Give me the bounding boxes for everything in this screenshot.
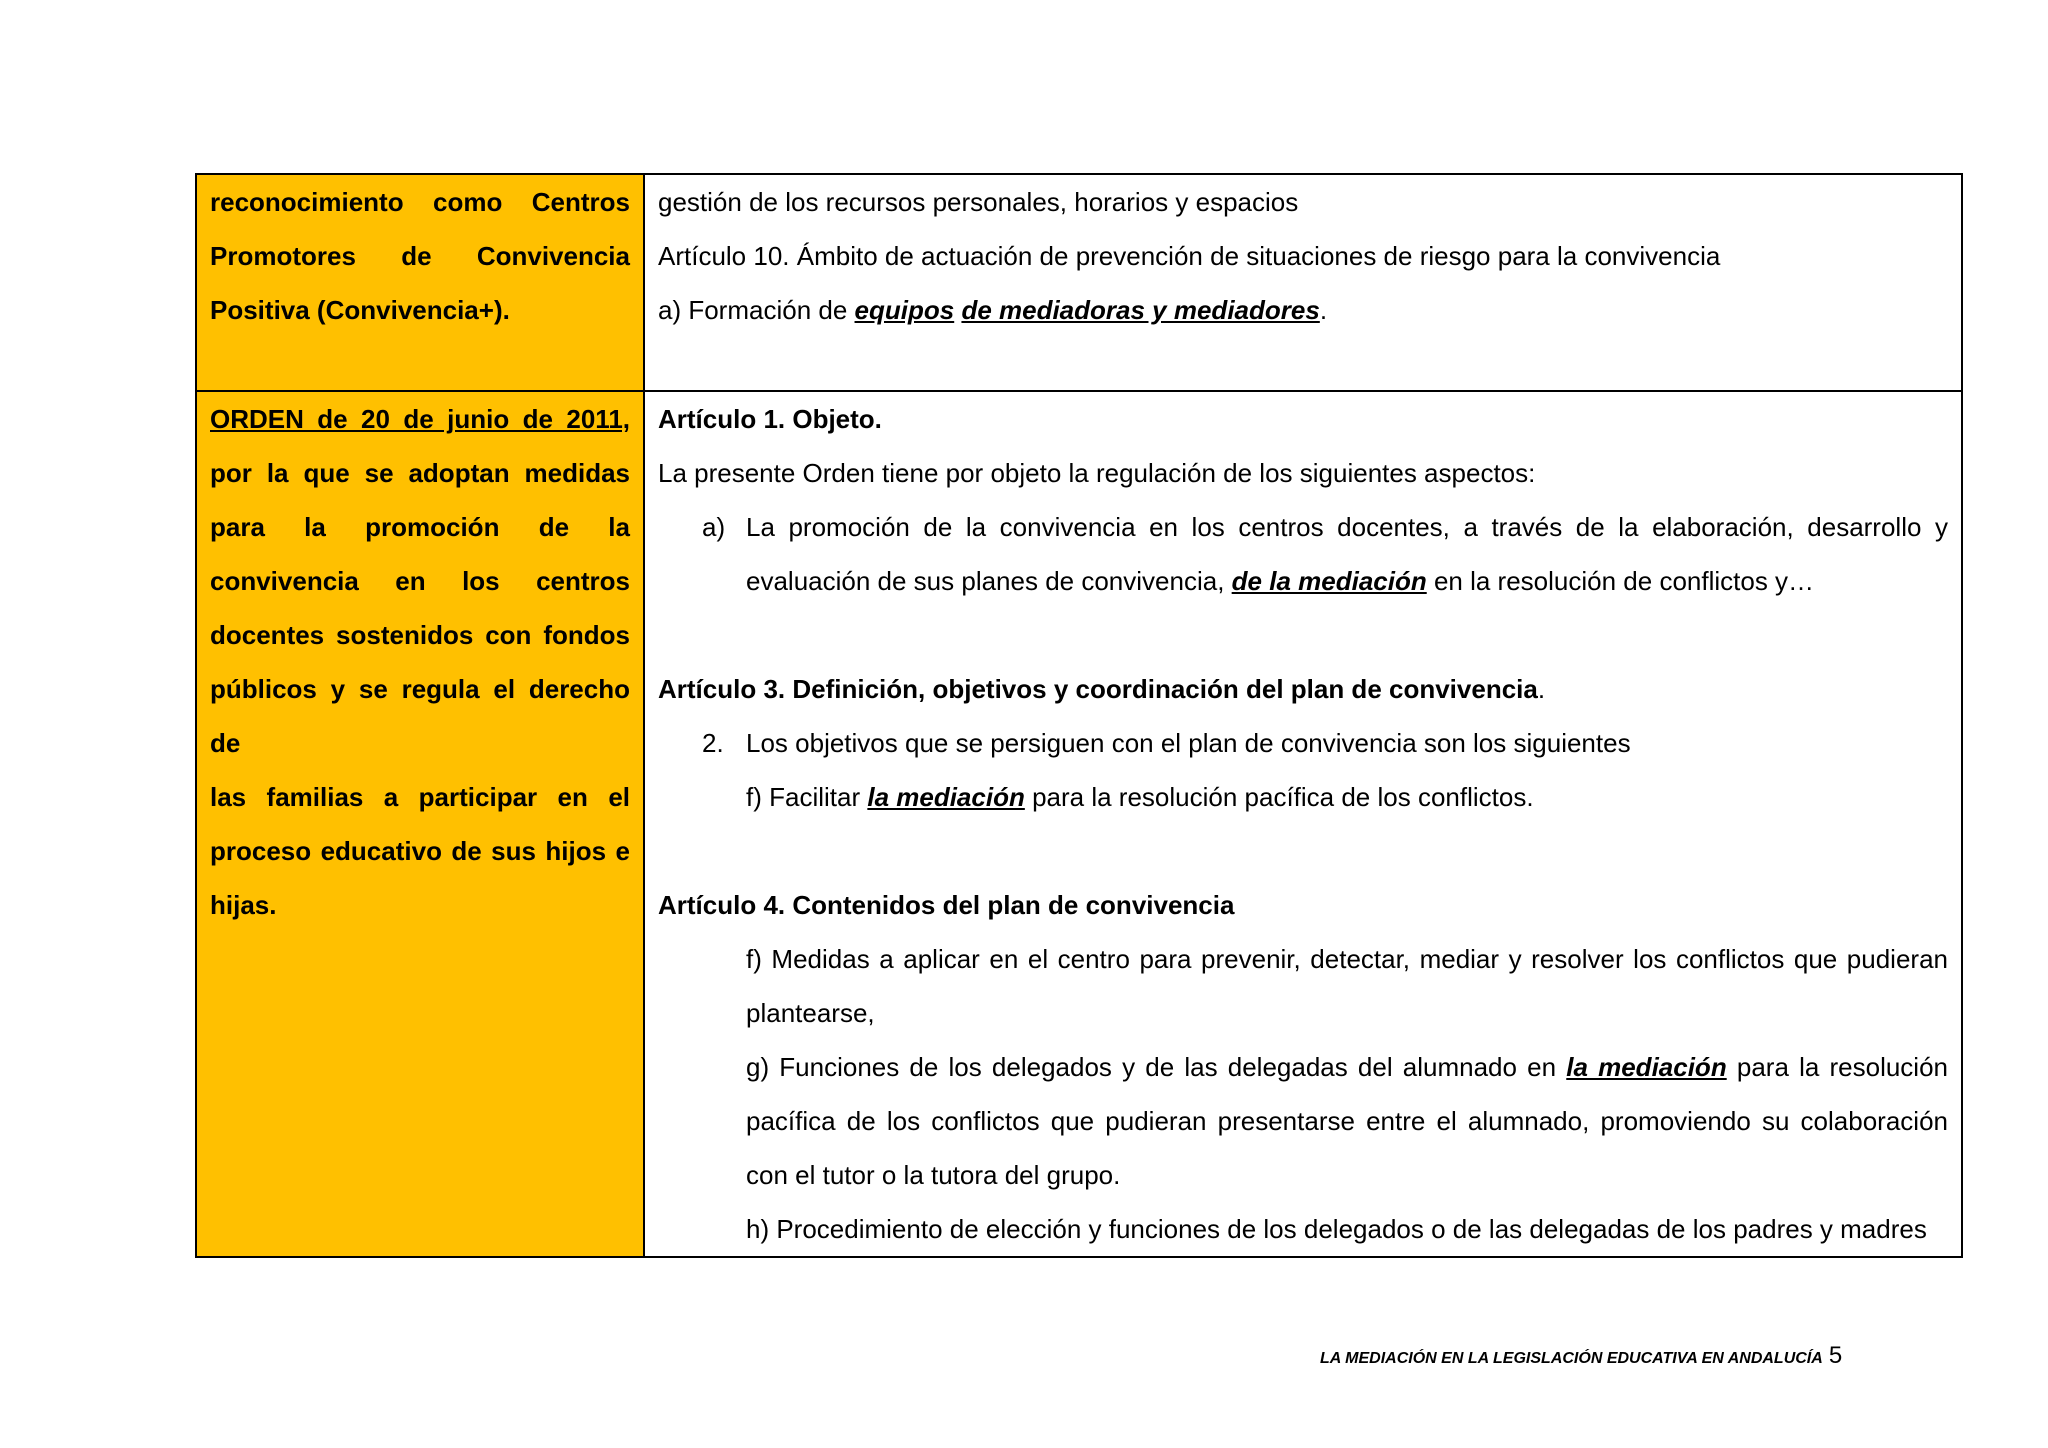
article-heading: Artículo 4. Contenidos del plan de convivencia — [658, 890, 1235, 920]
list-marker: 2. — [702, 728, 724, 758]
law-title-line: reconocimiento como Centros — [210, 187, 630, 217]
text-span: a) Formación de — [658, 295, 855, 325]
law-title-line: las familias a participar en el — [210, 782, 630, 812]
content-paragraph: La presente Orden tiene por objeto la regulación de los siguientes aspectos: — [658, 458, 1536, 488]
text-span: . — [1319, 295, 1328, 325]
sub-item: f) Medidas a aplicar en el centro para prevenir, detectar, mediar y resolver los conflictos que pudieran plantearse, — [746, 944, 1948, 1028]
law-title-line: ORDEN de 20 de junio de 2011, — [210, 404, 630, 434]
text-span: para la resolución pacífica de los conflictos que pudieran presentarse entre el alumnado, promoviendo su colaboración con el tutor o la tutora del grupo. — [746, 1052, 1949, 1190]
law-title-line: docentes sostenidos con fondos — [210, 620, 630, 650]
footer-title: LA MEDIACIÓN EN LA LEGISLACIÓN EDUCATIVA EN ANDALUCÍA — [1320, 1350, 1823, 1367]
page-footer — [1320, 1342, 1842, 1370]
spacer — [658, 608, 1948, 662]
law-title-line: por la que se adoptan medidas — [210, 458, 630, 488]
article-heading — [658, 662, 1948, 716]
highlighted-term: la mediación — [1566, 1052, 1727, 1082]
law-title-line: para la promoción de la — [210, 512, 630, 542]
legislation-table — [195, 173, 1963, 1258]
law-content-cell — [644, 391, 1962, 1257]
law-title-line: públicos y se regula el derecho de — [210, 674, 630, 758]
text-span: . — [1537, 674, 1546, 704]
page-number: 5 — [1828, 1342, 1843, 1369]
law-title-cell — [196, 174, 644, 391]
law-content-cell — [644, 174, 1962, 391]
law-title-cell — [196, 391, 644, 1257]
law-title-line: convivencia en los centros — [210, 566, 630, 596]
highlighted-term: la mediación — [867, 782, 1025, 812]
content-paragraph: gestión de los recursos personales, horarios y espacios — [658, 187, 1299, 217]
highlighted-term: equipos — [854, 295, 955, 325]
highlighted-term: de mediadoras y mediadores — [961, 295, 1320, 325]
sub-item: h) Procedimiento de elección y funciones de los delegados o de las delegadas de los padres y madres — [746, 1214, 1927, 1244]
sub-item — [658, 770, 1948, 824]
list-marker: a) — [702, 512, 726, 542]
table-row — [196, 174, 1962, 391]
text-span: Artículo 3. Definición, objetivos y coordinación del plan de convivencia — [658, 674, 1538, 704]
article-heading: Artículo 10. Ámbito de actuación de prevención de situaciones de riesgo para la convivencia — [658, 241, 1721, 271]
law-title-line: Promotores de Convivencia — [210, 241, 630, 271]
highlighted-term: de la mediación — [1231, 566, 1427, 596]
list-item — [658, 716, 1948, 770]
list-item — [658, 500, 1948, 608]
text-span: en la resolución de conflictos y… — [1426, 566, 1815, 596]
text-span: La promoción de la convivencia en los centros docentes, a través de la elaboración, desarrollo y evaluación de sus planes de convivencia, — [746, 512, 1948, 596]
law-title-line: Positiva (Convivencia+). — [210, 295, 510, 325]
law-title-line: proceso educativo de sus hijos e — [210, 836, 630, 866]
table-row — [196, 391, 1962, 1257]
text-span: Los objetivos que se persiguen con el plan de convivencia son los siguientes — [746, 728, 1631, 758]
text-span: f) Facilitar — [746, 782, 868, 812]
law-title-line: hijas. — [210, 890, 277, 920]
content-paragraph — [658, 283, 1948, 337]
sub-item — [658, 1040, 1948, 1202]
article-heading: Artículo 1. Objeto. — [658, 404, 882, 434]
spacer — [658, 824, 1948, 878]
text-span: g) Funciones de los delegados y de las delegadas del alumnado en — [746, 1052, 1567, 1082]
text-span: para la resolución pacífica de los conflictos. — [1024, 782, 1534, 812]
